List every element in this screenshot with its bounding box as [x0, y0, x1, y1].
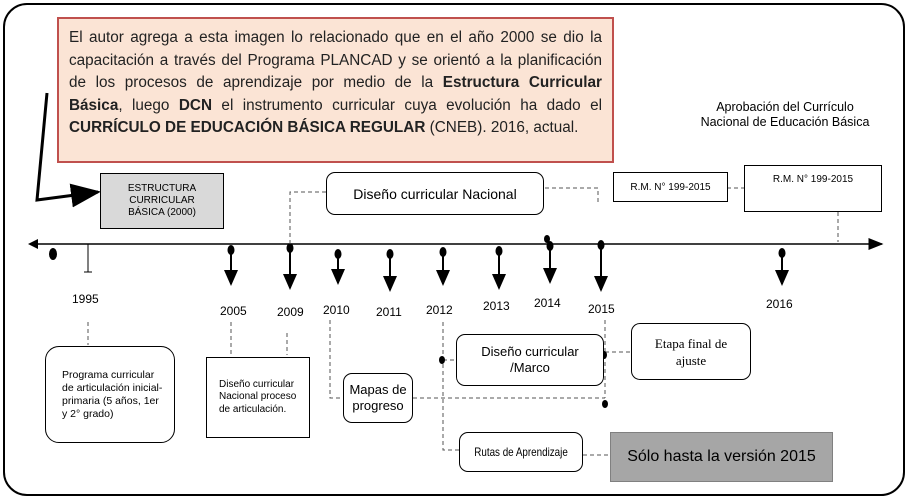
year-label: 1995 [72, 292, 99, 306]
estructura-curricular-box [100, 173, 224, 229]
year-label: 2013 [483, 299, 510, 313]
timeline-left-arrowhead [28, 239, 38, 249]
rutas-aprendizaje-box [459, 432, 583, 472]
rm-box-1 [613, 172, 728, 202]
year-label: 2010 [323, 303, 350, 317]
etapa-final-label: Etapa final de ajuste [654, 335, 728, 368]
year-label: 2015 [588, 302, 615, 316]
rm-label-1: R.M. N° 199-2015 [630, 181, 711, 193]
callout-text-1: El autor agrega a esta imagen lo relacionado que en el año 2000 se dio la capacitación a través del Programa PLANCAD y se orientó a la planificación de los procesos de aprendizaje por medio de la [69, 29, 602, 91]
callout-text-3: el instrumento curricular cuya evolución ha dado el [212, 96, 602, 114]
year-dots [228, 235, 786, 259]
programa-curricular-box [45, 346, 175, 443]
estructura-curricular-label: ESTRUCTURA CURRICULAR BÁSICA (2000) [127, 183, 197, 218]
callout-bold-curriculo: CURRÍCULO DE EDUCACIÓN BÁSICA REGULAR [69, 119, 426, 136]
callout-text-4: (CNEB). 2016, actual. [425, 119, 579, 136]
year-label: 2016 [766, 297, 793, 311]
callout-text-2: , luego [118, 96, 179, 114]
rm-label-2: R.M. N° 199-2015 [772, 174, 854, 185]
year-arrows [231, 247, 782, 290]
timeline-start-dot [49, 248, 57, 260]
author-note-callout [57, 17, 614, 163]
year-label: 2011 [376, 305, 402, 319]
mapas-progreso-label: Mapas de progreso [349, 382, 407, 413]
year-label: 2012 [426, 303, 453, 317]
diseno-curricular-articulacion-box [206, 357, 310, 438]
diseno-curricular-nacional-label: Diseño curricular Nacional [353, 185, 517, 202]
aprobacion-text: Aprobación del Currículo Nacional de Educación Básica [700, 100, 870, 129]
year-label: 2014 [534, 296, 561, 310]
year-label: 2005 [220, 304, 247, 318]
etapa-final-box [631, 323, 751, 380]
diseno-curricular-marco-label: Diseño curricular /Marco [481, 344, 579, 375]
mapas-progreso-box [343, 373, 413, 423]
solo-hasta-version-box [610, 432, 833, 482]
year-label: 2009 [277, 305, 304, 319]
callout-bold-dcn: DCN [178, 96, 213, 114]
callout-bold-ecb: Estructura Curricular Básica [69, 74, 602, 114]
diseno-curricular-articulacion-label: Diseño curricular Nacional proceso de articulación. [219, 378, 297, 415]
diseno-curricular-nacional-box [326, 172, 544, 215]
diseno-curricular-marco-box [456, 334, 604, 386]
solo-hasta-version-label: Sólo hasta la versión 2015 [627, 448, 816, 465]
programa-curricular-label: Programa curricular de articulación inicial-primaria (5 años, 1er y 2° grado) [62, 368, 163, 420]
rutas-aprendizaje-label: Rutas de Aprendizaje [474, 445, 568, 459]
rm-box-2 [744, 165, 882, 212]
